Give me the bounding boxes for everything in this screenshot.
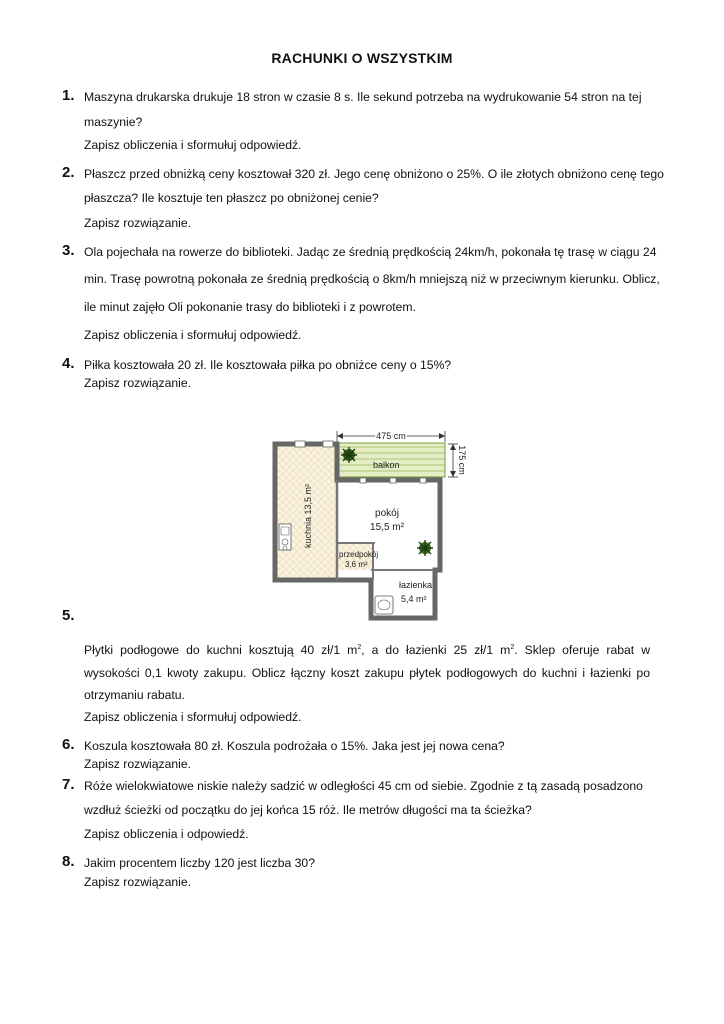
plant-icon [341, 447, 357, 463]
task-5-line-1-a: Płytki podłogowe do kuchni kosztują 40 zł/1 m [84, 643, 358, 657]
task-8-instruction: Zapisz rozwiązanie. [84, 875, 192, 889]
task-5-sup-1: 2 [357, 643, 362, 651]
task-6-line-1: Koszula kosztowała 80 zł. Koszula podrożała o 15%. Jaka jest jej nowa cena? [84, 739, 505, 753]
task-5-line-2: wysokości 0,1 kwoty zakupu. Oblicz łączny koszt zakupu płytek podłogowych do kuchni i łazienki po [84, 666, 650, 680]
bathtub-icon [375, 596, 393, 614]
bathroom-area: 5,4 m² [401, 594, 427, 604]
task-3-instruction: Zapisz obliczenia i sformułuj odpowiedź. [84, 328, 302, 342]
task-7-line-1: Róże wielokwiatowe niskie należy sadzić w odległości 45 cm od siebie. Zgodnie z tą zasadą posadzono [84, 779, 643, 793]
task-3-number: 3. [62, 242, 75, 259]
kitchen-label: kuchnia 13,5 m² [303, 483, 313, 548]
task-1-line-1: Maszyna drukarska drukuje 18 stron w czasie 8 s. Ile sekund potrzeba na wydrukowanie 54 stron na tej [84, 90, 642, 104]
task-3-line-1: Ola pojechała na rowerze do biblioteki. Jadąc ze średnią prędkością 24km/h, pokonała tę trasę w ciągu 24 [84, 245, 657, 259]
task-6-number: 6. [62, 736, 75, 753]
dimension-width-label: 475 cm [376, 431, 406, 441]
task-7-instruction: Zapisz obliczenia i odpowiedź. [84, 827, 249, 841]
task-8-line-1: Jakim procentem liczby 120 jest liczba 30? [84, 856, 315, 870]
task-5-line-1-b: , a do łazienki 25 zł/1 m [361, 643, 511, 657]
task-6-instruction: Zapisz rozwiązanie. [84, 757, 192, 771]
bathroom-name: łazienka [399, 580, 433, 590]
room-name: pokój [375, 508, 399, 519]
hall-area: 3,6 m² [345, 560, 368, 569]
task-5-line-1-c: . Sklep oferuje rabat w [514, 643, 651, 657]
task-1-line-2: maszynie? [84, 115, 143, 129]
task-2-number: 2. [62, 164, 75, 181]
dimension-height-label: 175 cm [457, 445, 467, 475]
page-title: RACHUNKI O WSZYSTKIM [271, 50, 453, 66]
task-2-instruction: Zapisz rozwiązanie. [84, 216, 192, 230]
task-5-number: 5. [62, 607, 75, 624]
task-4-line-1: Piłka kosztowała 20 zł. Ile kosztowała piłka po obniżce ceny o 15%? [84, 358, 452, 372]
task-4-instruction: Zapisz rozwiązanie. [84, 376, 192, 390]
task-1-instruction: Zapisz obliczenia i sformułuj odpowiedź. [84, 138, 302, 152]
task-2-line-1: Płaszcz przed obniżką ceny kosztował 320 zł. Jego cenę obniżono o 25%. O ile złotych obniżono cenę tego [84, 167, 664, 181]
sink-icon [279, 524, 291, 550]
hall-name: przedpokój [339, 550, 379, 559]
task-7-line-2: wzdłuż ścieżki od początku do jej końca 15 róż. Ile metrów długości ma ta ścieżka? [84, 803, 532, 817]
task-5-line-3: otrzymaniu rabatu. [84, 688, 185, 702]
task-8-number: 8. [62, 853, 75, 870]
task-1-number: 1. [62, 87, 75, 104]
task-4-number: 4. [62, 355, 75, 372]
task-2-line-2: płaszcza? Ile kosztuje ten płaszcz po obniżonej cenie? [84, 191, 379, 205]
room-area: 15,5 m² [370, 522, 404, 533]
task-3-line-2: min. Trasę powrotną pokonała ze średnią prędkością o 8km/h mniejszą niż w przeciwnym kierunku. Oblicz, [84, 272, 660, 286]
task-5-line-1 [84, 643, 650, 657]
dimension-height [448, 444, 458, 477]
balcony-label: balkon [373, 460, 400, 470]
floor-plan-diagram [265, 428, 475, 622]
task-7-number: 7. [62, 776, 75, 793]
task-5-instruction: Zapisz obliczenia i sformułuj odpowiedź. [84, 710, 302, 724]
room-plant-icon [417, 540, 433, 556]
task-5-sup-2: 2 [510, 643, 515, 651]
task-3-line-3: ile minut zajęło Oli pokonanie trasy do biblioteki i z powrotem. [84, 300, 416, 314]
